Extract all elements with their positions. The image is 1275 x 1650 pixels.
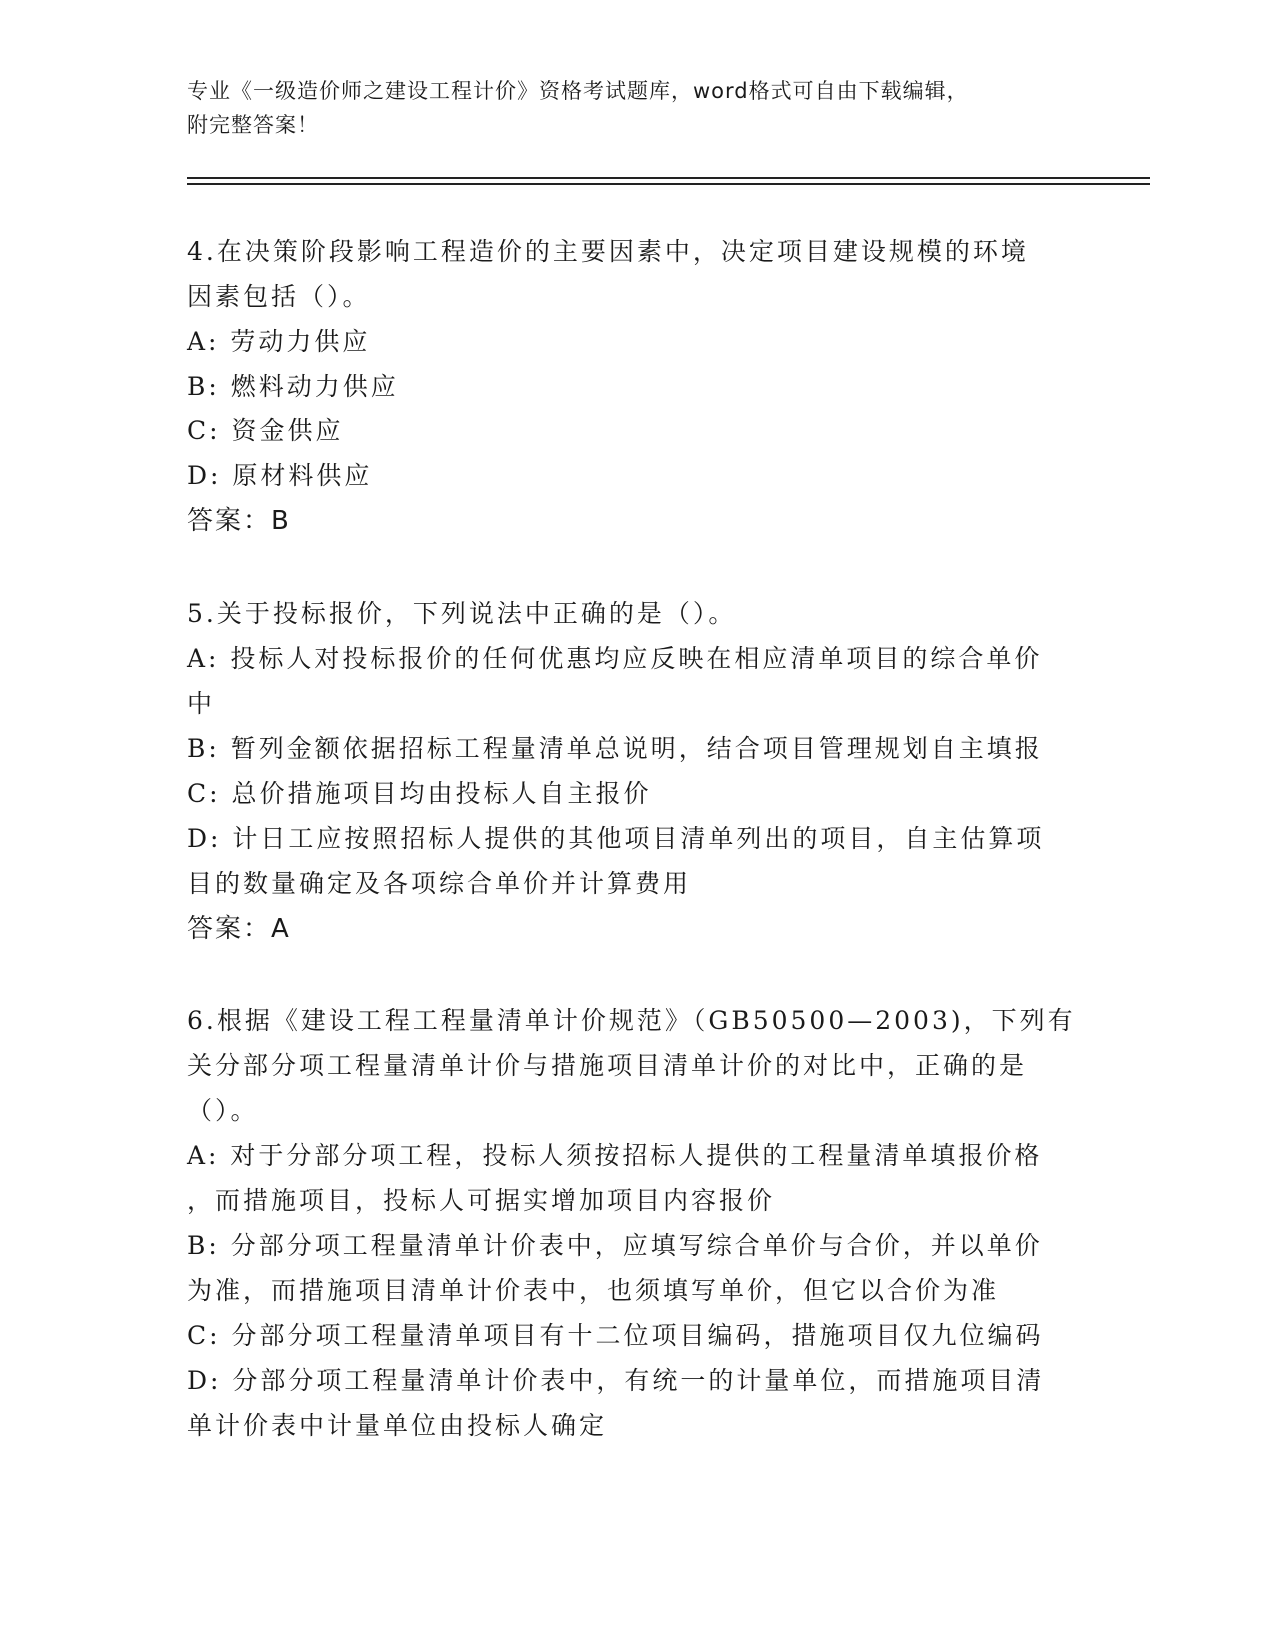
question-stem-line: （）。	[187, 1096, 259, 1125]
option-d-continued: 单计价表中计量单位由投标人确定	[187, 1411, 608, 1440]
question-stem-line: 关分部分项工程量清单计价与措施项目清单计价的对比中，正确的是	[187, 1051, 1028, 1080]
option-c: C: 总价措施项目均由投标人自主报价	[187, 779, 652, 808]
option-c: C: 资金供应	[187, 416, 344, 445]
answer-label: 答案：A	[187, 914, 291, 944]
option-d-continued: 目的数量确定及各项综合单价并计算费用	[187, 869, 692, 898]
option-a: A: 对于分部分项工程，投标人须按招标人提供的工程量清单填报价格	[187, 1141, 1043, 1170]
option-a-continued: ，而措施项目，投标人可据实增加项目内容报价	[187, 1186, 776, 1215]
document-intro: 专业《一级造价师之建设工程计价》资格考试题库，word格式可自由下载编辑， 附完整答案！	[187, 79, 969, 137]
question-stem-line: 6.根据《建设工程工程量清单计价规范》（GB50500—2003)，下列有	[187, 1006, 1076, 1035]
header-divider-bottom	[187, 183, 1150, 185]
option-a: A: 劳动力供应	[187, 327, 371, 356]
option-b: B: 分部分项工程量清单计价表中，应填写综合单价与合价，并以单价	[187, 1231, 1043, 1260]
option-b-continued: 为准，而措施项目清单计价表中，也须填写单价，但它以合价为准	[187, 1276, 1000, 1305]
option-d: D: 原材料供应	[187, 461, 373, 490]
question-stem-line: 因素包括（）。	[187, 282, 371, 311]
option-b: B: 燃料动力供应	[187, 372, 399, 401]
option-c: C: 分部分项工程量清单项目有十二位项目编码，措施项目仅九位编码	[187, 1321, 1044, 1350]
option-a-continued: 中	[187, 689, 216, 718]
answer-label: 答案：B	[187, 506, 291, 536]
option-d: D: 分部分项工程量清单计价表中，有统一的计量单位，而措施项目清	[187, 1366, 1045, 1395]
option-b: B: 暂列金额依据招标工程量清单总说明，结合项目管理规划自主填报	[187, 734, 1043, 763]
question-stem-line: 5.关于投标报价，下列说法中正确的是（）。	[187, 599, 737, 628]
option-d: D: 计日工应按照招标人提供的其他项目清单列出的项目，自主估算项	[187, 824, 1045, 853]
option-a: A: 投标人对投标报价的任何优惠均应反映在相应清单项目的综合单价	[187, 644, 1043, 673]
question-stem-line: 4.在决策阶段影响工程造价的主要因素中，决定项目建设规模的环境	[187, 237, 1029, 266]
header-divider-top	[187, 177, 1150, 179]
